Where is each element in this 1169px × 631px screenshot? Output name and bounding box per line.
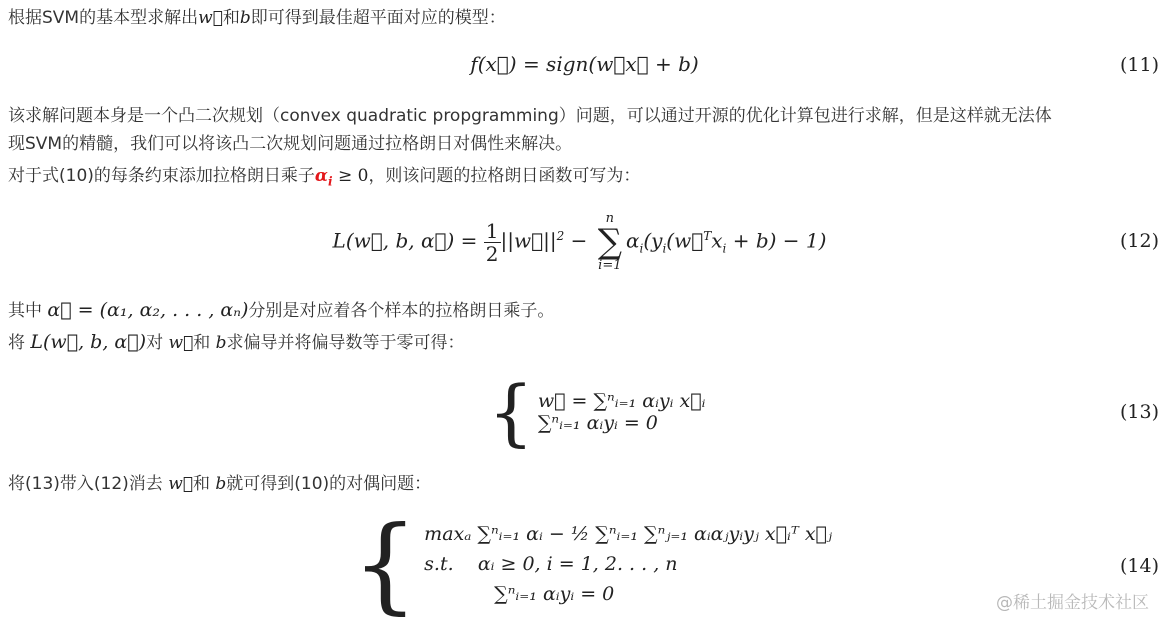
- equation-14-constraint: s.t. αᵢ ≥ 0, i = 1, 2. . . , n: [424, 553, 678, 575]
- alpha-vector-definition: α⃗ = (α₁, α₂, . . . , αₙ): [47, 299, 249, 321]
- intro-text-after: 即可得到最佳超平面对应的模型：: [250, 8, 506, 28]
- equation-13-line2: ∑ⁿᵢ₌₁ αᵢyᵢ = 0: [537, 412, 658, 434]
- qp-paragraph-line2: 现SVM的精髓，我们可以将该凸二次规划问题通过拉格朗日对偶性来解决。: [8, 134, 573, 154]
- equation-11: [0, 52, 1169, 76]
- left-brace-large: {: [352, 503, 419, 625]
- qp-paragraph-line1: 该求解问题本身是一个凸二次规划（convex quadratic propgramming）问题，可以通过开源的优化计算包进行求解，但是这样就无法体: [8, 106, 1052, 126]
- w-vector-3: w⃗: [168, 474, 193, 494]
- equation-14-number: (14): [1119, 555, 1159, 577]
- intro-and: 和: [222, 8, 240, 28]
- equation-11-number: (11): [1119, 54, 1159, 76]
- alpha-symbol: $\alpha_i$: [314, 166, 333, 189]
- equation-14-sum-constraint: ∑ⁿᵢ₌₁ αᵢyᵢ = 0: [494, 583, 615, 605]
- multiplier-paragraph: [8, 296, 554, 325]
- dual-text-after: 就可得到(10)的对偶问题：: [226, 474, 432, 494]
- b-symbol: b: [239, 8, 251, 28]
- lagrange-paragraph: [8, 162, 640, 195]
- equation-12: L(w⃗, b, α⃗) = $\frac{1}{2}$ $||w⃗||^2$ − n ∑ i=1 $\alpha_i(y_i(w⃗^Tx_i + b) - 1)$: [332, 211, 827, 273]
- subject-to-label: s.t.: [424, 553, 454, 575]
- equation-14: [352, 503, 832, 625]
- lagrangian-symbol: L(w⃗, b, α⃗): [30, 331, 147, 353]
- dual-paragraph: 将(13)带入(12)消去 w⃗和 b就可得到(10)的对偶问题：: [8, 474, 432, 494]
- equation-13-line1: w⃗ = ∑ⁿᵢ₌₁ αᵢyᵢ x⃗ᵢ: [537, 390, 706, 412]
- alpha-inequality: ≥ 0: [332, 166, 369, 186]
- intro-text: 根据SVM的基本型求解出: [8, 8, 199, 28]
- w-vector: w⃗: [198, 8, 223, 28]
- fraction-half: $\frac{1}{2}$: [485, 218, 499, 266]
- derivative-paragraph: 将 L(w⃗, b, α⃗)对 w⃗和 b求偏导并将偏导数等于零可得：: [8, 331, 465, 353]
- lagrange-text-after: ，则该问题的拉格朗日函数可写为：: [368, 166, 641, 186]
- summation: n ∑ i=1: [597, 211, 622, 273]
- intro-paragraph: [8, 4, 506, 32]
- b-symbol-2: b: [215, 333, 227, 353]
- watermark: @稀土掘金技术社区: [996, 593, 1149, 613]
- derivative-text-after: 求偏导并将偏导数等于零可得：: [226, 333, 465, 353]
- derivative-text: 将: [8, 333, 31, 353]
- b-symbol-3: b: [215, 474, 227, 494]
- equation-13: [488, 370, 706, 454]
- equation-12-number: (12): [1119, 230, 1159, 252]
- lagrange-text: 对于式(10)的每条约束添加拉格朗日乘子: [8, 166, 315, 186]
- equation-14-objective: maxₐ ∑ⁿᵢ₌₁ αᵢ − ½ ∑ⁿᵢ₌₁ ∑ⁿⱼ₌₁ αᵢαⱼyᵢyⱼ x⃗ᵢᵀ x⃗ⱼ: [424, 523, 832, 545]
- equation-12-lhs: L(w⃗, b, α⃗) =: [332, 228, 484, 253]
- equation-13-number: (13): [1119, 401, 1159, 423]
- left-brace: {: [488, 370, 534, 454]
- dual-text: 将(13)带入(12)消去: [8, 474, 169, 494]
- w-vector-2: w⃗: [168, 333, 194, 353]
- multiplier-text: 其中: [8, 301, 48, 321]
- equation-11-body: f(x⃗) = sign(w⃗x⃗ + b): [470, 52, 699, 76]
- multiplier-text-after: 分别是对应着各个样本的拉格朗日乘子。: [248, 301, 555, 321]
- w-norm: ||w⃗||: [500, 228, 557, 253]
